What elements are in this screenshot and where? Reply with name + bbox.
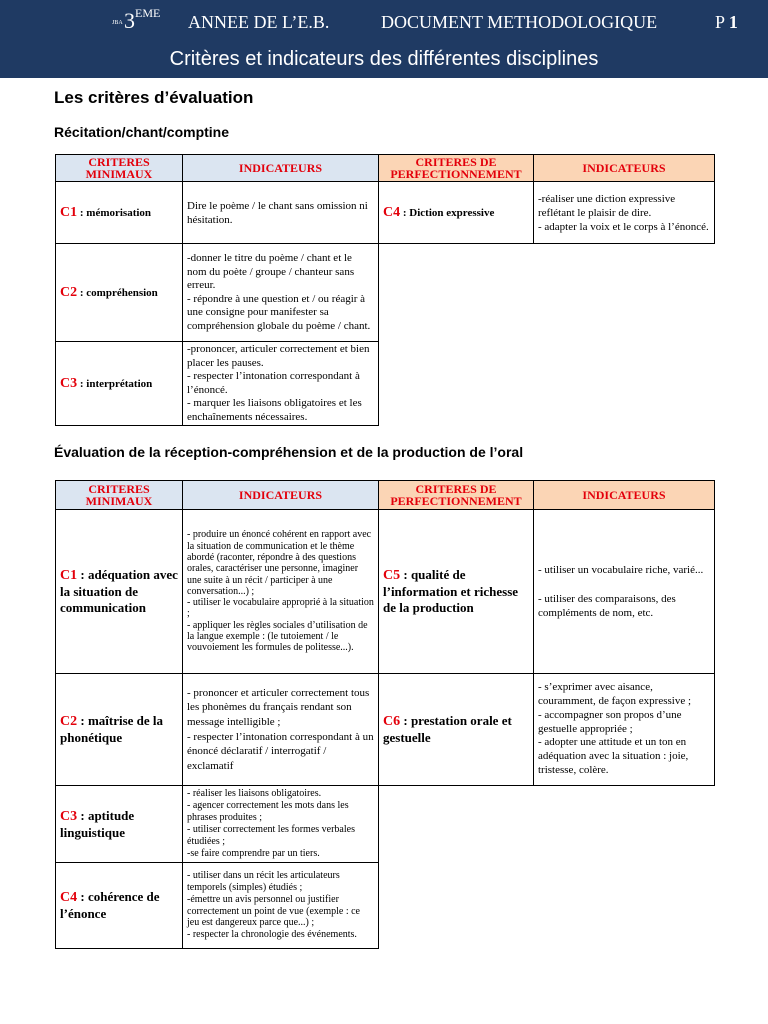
s1-indicator-c3: -prononcer, articuler correctement et bien placer les pauses. - respecter l’intonation correspondant à l’énoncé. - marquer les liaisons obligatoires et les enchaînements nécessaires. xyxy=(183,342,379,426)
header-subtitle: Critères et indicateurs des différentes disciplines xyxy=(169,48,599,70)
section2-table xyxy=(55,480,715,949)
s1-criterion-c1 xyxy=(56,182,183,244)
criterion-label: : mémorisation xyxy=(77,206,152,219)
s1-indicator-c4: -réaliser une diction expressive reflétant le plaisir de dire. - adapter la voix et le corps à l’énoncé. xyxy=(534,182,715,244)
criterion-label: : aptitude linguistique xyxy=(60,807,135,840)
criterion-code: C4 xyxy=(60,890,78,905)
header-grade-number: 3 xyxy=(124,8,135,33)
header-doc-type: DOCUMENT METHODOLOGIQUE xyxy=(381,12,658,32)
s2-header-indicateurs-perf: INDICATEURS xyxy=(534,481,715,510)
s1-header-indicateurs-perf: INDICATEURS xyxy=(534,155,715,182)
s1-criterion-c2 xyxy=(56,244,183,342)
header-page-prefix: P xyxy=(715,12,725,32)
section2-title: Évaluation de la réception-compréhension et de la production de l’oral xyxy=(54,444,524,460)
s2-header-indicateurs: INDICATEURS xyxy=(183,481,379,510)
criterion-label: : compréhension xyxy=(77,286,158,299)
s2-header-criteres-minimaux: CRITERES MINIMAUX xyxy=(56,481,183,510)
criterion-label: : prestation orale et gestuelle xyxy=(383,713,512,745)
criterion-code: C1 xyxy=(60,204,78,220)
criterion-label: : cohérence de l’énonce xyxy=(60,889,160,921)
header-grade-sup: EME xyxy=(135,6,161,20)
criterion-label: : qualité de l’information et richesse de la production xyxy=(383,567,519,615)
s2-criterion-c5 xyxy=(379,510,534,674)
header-page-number: 1 xyxy=(728,12,738,32)
criterion-code: C6 xyxy=(383,714,401,729)
header-tag: JBA xyxy=(112,20,123,26)
criterion-label: : adéquation avec la situation de communication xyxy=(60,567,178,615)
page-header xyxy=(0,0,768,78)
empty-cell xyxy=(379,786,715,863)
empty-cell xyxy=(379,244,715,342)
s1-criterion-c4 xyxy=(379,182,534,244)
s2-criterion-c3 xyxy=(56,786,183,863)
header-title: ANNEE DE L’E.B. xyxy=(188,12,330,32)
criterion-code: C4 xyxy=(383,204,401,220)
section1-title: Récitation/chant/comptine xyxy=(54,124,230,140)
s2-criterion-c2 xyxy=(56,674,183,786)
criterion-code: C3 xyxy=(60,375,78,391)
criterion-label: : interprétation xyxy=(77,377,153,390)
criterion-code: C1 xyxy=(60,568,78,583)
criterion-code: C2 xyxy=(60,714,78,729)
s2-criterion-c4 xyxy=(56,863,183,949)
s2-indicator-c5: - utiliser un vocabulaire riche, varié... - utiliser des comparaisons, des compléments de nom, etc. xyxy=(534,510,715,674)
header-page xyxy=(715,12,738,33)
s1-header-criteres-minimaux: CRITERES MINIMAUX xyxy=(56,155,183,182)
s1-header-criteres-perfectionnement: CRITERES DE PERFECTIONNEMENT xyxy=(379,155,534,182)
header-grade xyxy=(124,8,160,34)
s1-indicator-c1: Dire le poème / le chant sans omission ni hésitation. xyxy=(183,182,379,244)
s2-criterion-c6 xyxy=(379,674,534,786)
criterion-label: : maîtrise de la phonétique xyxy=(60,713,164,745)
criterion-code: C3 xyxy=(60,808,78,824)
empty-cell xyxy=(379,342,715,426)
s1-header-indicateurs: INDICATEURS xyxy=(183,155,379,182)
s2-header-criteres-perfectionnement: CRITERES DE PERFECTIONNEMENT xyxy=(379,481,534,510)
s2-indicator-c6: - s’exprimer avec aisance, couramment, de façon expressive ; - accompagner son propos d’une gestuelle appropriée ; - adopter une attitude et un ton en adéquation avec la situation : joie, tristesse, colère. xyxy=(534,674,715,786)
s2-indicator-c2: - prononcer et articuler correctement tous les phonèmes du français rendant son message intelligible ; - respecter l’intonation correspondant à un énoncé déclaratif / interrogatif / exclamatif xyxy=(183,674,379,786)
criterion-code: C2 xyxy=(60,284,78,300)
s1-criterion-c3 xyxy=(56,342,183,426)
s2-indicator-c3: - réaliser les liaisons obligatoires. - agencer correctement les mots dans les phrases produites ; - utiliser correctement les formes verbales étudiées ; -se faire comprendre par un tiers. xyxy=(183,786,379,863)
criterion-code: C5 xyxy=(383,568,401,583)
section1-table xyxy=(55,154,715,426)
s2-indicator-c4: - utiliser dans un récit les articulateurs temporels (simples) étudiés ; -émettre un avis personnel ou justifier correctement un point de vue (exemple : ce jeu est dangereux parce que...) ; - respecter la chronologie des événements. xyxy=(183,863,379,949)
empty-cell xyxy=(379,863,715,949)
s1-indicator-c2: -donner le titre du poème / chant et le nom du poète / groupe / chanteur sans erreur. - répondre à une question et / ou réagir à une consigne pour manifester sa compréhension globale du poème / chant. xyxy=(183,244,379,342)
s2-criterion-c1 xyxy=(56,510,183,674)
page-title: Les critères d’évaluation xyxy=(54,88,254,107)
s2-indicator-c1: - produire un énoncé cohérent en rapport avec la situation de communication et le thème abordé (raconter, répondre à des questions orales, caractériser une personne, imaginer une suite à un récit / participer à une conversation...) ; - utiliser le vocabulaire approprié à la situation ; - appliquer les règles sociales d’utilisation de la langue exemple : (le tutoiement / le vouvoiement les formules de politesse...). xyxy=(183,510,379,674)
criterion-label: : Diction expressive xyxy=(400,206,495,219)
header-line xyxy=(0,6,768,38)
